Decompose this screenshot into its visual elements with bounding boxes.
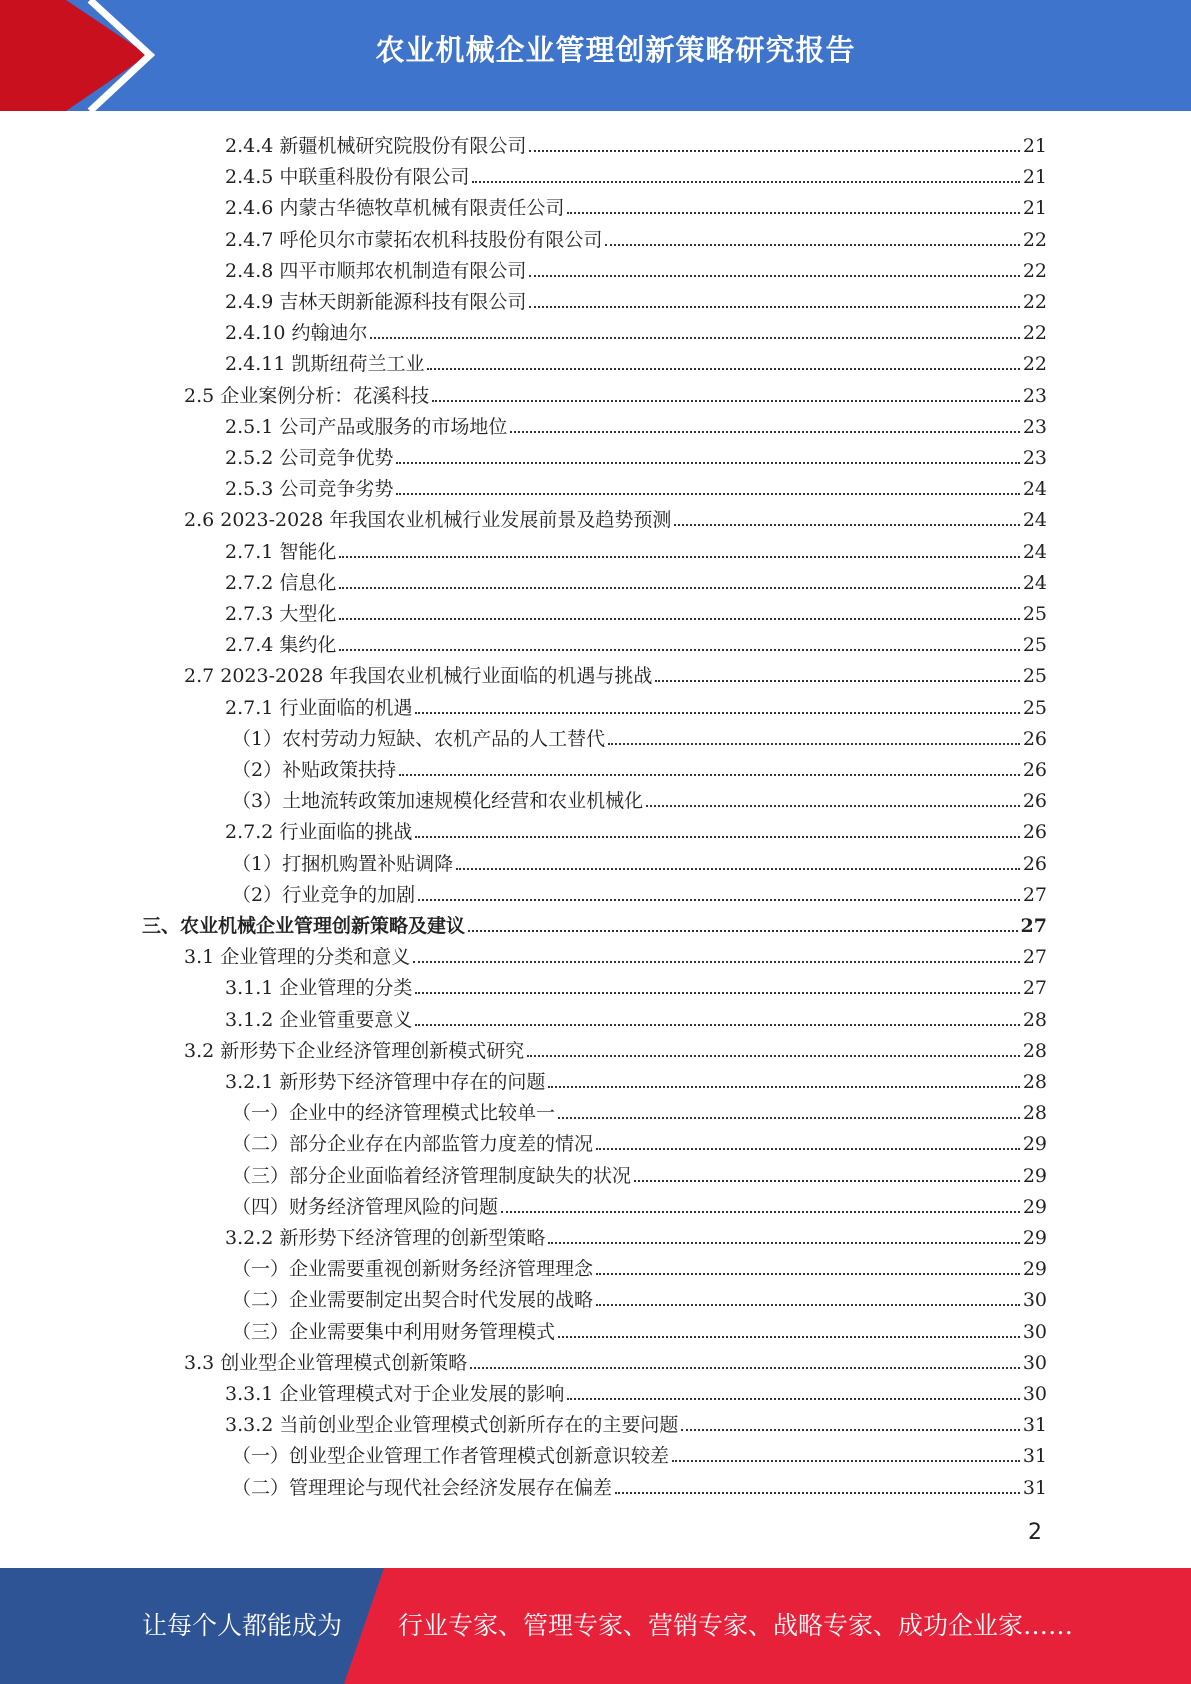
page-number: 2 — [1028, 1520, 1042, 1545]
toc-entry-page: 31 — [1022, 1445, 1047, 1468]
toc-entry-page: 30 — [1022, 1351, 1047, 1374]
toc-dot-leader — [339, 618, 1019, 620]
toc-entry-label: 三、农业机械企业管理创新策略及建议 — [142, 915, 466, 937]
toc-dot-leader — [608, 743, 1020, 745]
toc-entry-page: 29 — [1022, 1258, 1047, 1281]
toc-dot-leader — [399, 774, 1020, 776]
toc-entry-page: 23 — [1022, 447, 1047, 469]
toc-entry-label: 3.3 创业型企业管理模式创新策略 — [184, 1351, 468, 1374]
toc-dot-leader — [567, 1398, 1019, 1400]
toc-entry-label: 3.2.2 新形势下经济管理的创新型策略 — [225, 1227, 546, 1249]
toc-entry[interactable] — [184, 1343, 1047, 1374]
toc-entry[interactable] — [225, 1000, 1047, 1031]
toc-dot-leader — [548, 1086, 1019, 1088]
toc-entry[interactable] — [142, 906, 1047, 937]
toc-entry-label: 2.7.2 信息化 — [225, 571, 337, 594]
toc-entry[interactable] — [225, 126, 1047, 157]
toc-entry-label: 2.7.1 行业面临的机遇 — [225, 696, 413, 719]
toc-entry[interactable] — [225, 188, 1047, 219]
toc-dot-leader — [674, 524, 1019, 526]
toc-dot-leader — [646, 805, 1020, 807]
toc-entry-page: 25 — [1022, 696, 1047, 719]
toc-entry-label: 2.4.7 呼伦贝尔市蒙拓农机科技股份有限公司 — [225, 228, 603, 251]
toc-entry-page: 25 — [1022, 603, 1047, 625]
toc-dot-leader — [634, 1180, 1020, 1182]
toc-entry[interactable] — [225, 220, 1047, 251]
toc-entry-page: 21 — [1022, 135, 1047, 157]
toc-entry-label: （一）企业中的经济管理模式比较单一 — [232, 1102, 556, 1125]
toc-entry[interactable] — [225, 968, 1047, 999]
toc-entry-label: 2.4.9 吉林天朗新能源科技有限公司 — [225, 291, 527, 313]
toc-dot-leader — [415, 836, 1019, 838]
toc-entry-label: 2.5.2 公司竞争优势 — [225, 447, 394, 469]
toc-entry[interactable] — [232, 844, 1047, 875]
toc-entry-page: 29 — [1022, 1133, 1047, 1156]
toc-dot-leader — [370, 337, 1019, 339]
toc-entry-page: 21 — [1022, 166, 1047, 189]
toc-entry[interactable] — [184, 1031, 1047, 1062]
toc-entry-label: 2.5 企业案例分析：花溪科技 — [184, 384, 430, 407]
toc-entry-label: （二）管理理论与现代社会经济发展存在偏差 — [232, 1476, 613, 1499]
toc-entry-label: 2.7.3 大型化 — [225, 603, 337, 625]
toc-entry[interactable] — [184, 376, 1047, 407]
toc-entry-label: （一）企业需要重视创新财务经济管理理念 — [232, 1258, 594, 1281]
toc-dot-leader — [681, 1429, 1019, 1431]
toc-entry-label: 3.1 企业管理的分类和意义 — [184, 946, 411, 969]
toc-entry-page: 23 — [1022, 384, 1047, 407]
toc-dot-leader — [529, 150, 1019, 152]
toc-entry-label: 2.7.1 智能化 — [225, 540, 337, 563]
toc-dot-leader — [339, 649, 1019, 651]
toc-entry-page: 23 — [1022, 415, 1047, 438]
toc-dot-leader — [432, 400, 1020, 402]
toc-dot-leader — [548, 1242, 1019, 1244]
toc-dot-leader — [529, 275, 1019, 277]
toc-entry-page: 28 — [1022, 1039, 1047, 1062]
toc-entry-page: 27 — [1020, 915, 1047, 937]
toc-dot-leader — [501, 1211, 1020, 1213]
toc-entry-label: （二）企业需要制定出契合时代发展的战略 — [232, 1289, 594, 1312]
toc-entry-label: 2.4.10 约翰迪尔 — [225, 322, 368, 345]
toc-entry-label: 2.6 2023-2028 年我国农业机械行业发展前景及趋势预测 — [184, 509, 672, 532]
toc-entry[interactable] — [225, 1374, 1047, 1405]
toc-dot-leader — [596, 1304, 1020, 1306]
toc-entry[interactable] — [225, 625, 1047, 656]
toc-dot-leader — [558, 1336, 1020, 1338]
toc-entry[interactable] — [225, 1062, 1047, 1093]
page-header — [0, 0, 1191, 111]
toc-entry-label: （四）财务经济管理风险的问题 — [232, 1195, 499, 1218]
toc-entry-page: 28 — [1022, 1102, 1047, 1125]
toc-entry[interactable] — [225, 563, 1047, 594]
toc-entry-page: 28 — [1022, 1008, 1047, 1031]
toc-entry-label: 2.4.6 内蒙古华德牧草机械有限责任公司 — [225, 197, 565, 220]
toc-entry[interactable] — [184, 656, 1047, 687]
toc-entry-page: 29 — [1022, 1227, 1047, 1249]
toc-dot-leader — [558, 1117, 1020, 1119]
toc-entry-page: 25 — [1022, 665, 1047, 688]
toc-entry-page: 30 — [1022, 1289, 1047, 1312]
toc-entry-label: 3.1.2 企业管重要意义 — [225, 1008, 413, 1031]
footer-slogan-left: 让每个人都能成为 — [142, 1611, 343, 1640]
toc-entry-page: 27 — [1022, 946, 1047, 969]
toc-entry-label: 2.4.11 凯斯纽荷兰工业 — [225, 353, 425, 376]
toc-entry-label: （二）部分企业存在内部监管力度差的情况 — [232, 1133, 594, 1156]
toc-entry[interactable] — [225, 438, 1047, 469]
toc-dot-leader — [415, 712, 1019, 714]
toc-entry-label: （1）打捆机购置补贴调降 — [232, 852, 454, 875]
toc-entry-label: 3.1.1 企业管理的分类 — [225, 977, 413, 1000]
toc-dot-leader — [415, 992, 1019, 994]
toc-entry-label: （三）企业需要集中利用财务管理模式 — [232, 1320, 556, 1343]
toc-entry-label: 3.2 新形势下企业经济管理创新模式研究 — [184, 1039, 525, 1062]
toc-entry-page: 30 — [1022, 1383, 1047, 1405]
toc-entry-label: 3.3.2 当前创业型企业管理模式创新所存在的主要问题 — [225, 1414, 679, 1437]
toc-entry[interactable] — [184, 500, 1047, 531]
toc-entry[interactable] — [232, 1280, 1047, 1311]
toc-dot-leader — [605, 244, 1019, 246]
toc-entry-label: 2.7 2023-2028 年我国农业机械行业面临的机遇与挑战 — [184, 665, 653, 688]
toc-entry[interactable] — [225, 282, 1047, 313]
toc-entry[interactable] — [225, 157, 1047, 188]
toc-entry-page: 22 — [1022, 353, 1047, 376]
toc-entry-label: 2.4.4 新疆机械研究院股份有限公司 — [225, 135, 527, 157]
toc-dot-leader — [396, 493, 1019, 495]
toc-dot-leader — [596, 1273, 1020, 1275]
toc-entry-label: （2）行业竞争的加剧 — [232, 883, 416, 906]
toc-dot-leader — [468, 930, 1018, 932]
toc-entry-page: 29 — [1022, 1195, 1047, 1218]
report-title: 农业机械企业管理创新策略研究报告 — [375, 33, 856, 67]
toc-entry-label: 2.7.2 行业面临的挑战 — [225, 821, 413, 844]
footer-slogan-right: 行业专家、管理专家、营销专家、战略专家、成功企业家…… — [398, 1611, 1074, 1640]
toc-dot-leader — [470, 1367, 1020, 1369]
toc-dot-leader — [510, 431, 1019, 433]
page-footer — [0, 1568, 1191, 1684]
toc-entry-label: 2.7.4 集约化 — [225, 634, 337, 657]
toc-entry-page: 26 — [1022, 821, 1047, 844]
toc-dot-leader — [456, 868, 1020, 870]
toc-entry-label: 2.5.1 公司产品或服务的市场地位 — [225, 415, 508, 438]
toc-entry-label: （三）部分企业面临着经济管理制度缺失的状况 — [232, 1164, 632, 1187]
toc-entry-page: 27 — [1022, 883, 1047, 906]
toc-entry-page: 27 — [1022, 977, 1047, 1000]
toc-entry-label: （3）土地流转政策加速规模化经营和农业机械化 — [232, 790, 644, 813]
toc-entry[interactable] — [232, 1436, 1047, 1467]
toc-entry[interactable] — [232, 1187, 1047, 1218]
toc-dot-leader — [415, 1024, 1019, 1026]
toc-entry[interactable] — [225, 812, 1047, 843]
toc-entry-label: 2.5.3 公司竞争劣势 — [225, 478, 394, 501]
toc-entry[interactable] — [232, 1156, 1047, 1187]
toc-entry-page: 22 — [1022, 322, 1047, 345]
toc-dot-leader — [427, 368, 1019, 370]
toc-dot-leader — [596, 1148, 1020, 1150]
toc-entry-page: 31 — [1022, 1414, 1047, 1437]
toc-entry-label: （1）农村劳动力短缺、农机产品的人工替代 — [232, 727, 606, 750]
toc-entry[interactable] — [232, 1249, 1047, 1280]
toc-entry[interactable] — [232, 875, 1047, 906]
toc-entry[interactable] — [232, 1124, 1047, 1155]
toc-entry[interactable] — [225, 344, 1047, 375]
toc-entry-label: 2.4.5 中联重科股份有限公司 — [225, 166, 470, 189]
toc-entry[interactable] — [225, 469, 1047, 500]
toc-entry-label: 3.3.1 企业管理模式对于企业发展的影响 — [225, 1383, 565, 1405]
toc-dot-leader — [339, 556, 1019, 558]
toc-entry-label: 3.2.1 新形势下经济管理中存在的问题 — [225, 1071, 546, 1093]
toc-entry[interactable] — [232, 1093, 1047, 1124]
toc-entry[interactable] — [225, 532, 1047, 563]
toc-dot-leader — [418, 899, 1020, 901]
toc-entry-label: （一）创业型企业管理工作者管理模式创新意识较差 — [232, 1445, 670, 1468]
toc-entry-page: 31 — [1022, 1476, 1047, 1499]
toc-dot-leader — [672, 1460, 1020, 1462]
toc-entry-page: 26 — [1022, 727, 1047, 750]
toc-entry-page: 26 — [1022, 852, 1047, 875]
toc-entry-page: 22 — [1022, 291, 1047, 313]
toc-dot-leader — [339, 587, 1019, 589]
toc-entry[interactable] — [232, 781, 1047, 812]
toc-entry[interactable] — [225, 1218, 1047, 1249]
toc-entry[interactable] — [184, 937, 1047, 968]
toc-entry[interactable] — [232, 1468, 1047, 1499]
toc-dot-leader — [396, 462, 1019, 464]
toc-dot-leader — [413, 961, 1020, 963]
toc-dot-leader — [567, 212, 1019, 214]
toc-entry-page: 25 — [1022, 634, 1047, 657]
toc-entry-page: 22 — [1022, 259, 1047, 282]
toc-dot-leader — [615, 1492, 1020, 1494]
toc-dot-leader — [472, 181, 1019, 183]
toc-entry[interactable] — [232, 750, 1047, 781]
toc-entry[interactable] — [225, 688, 1047, 719]
toc-entry-page: 26 — [1022, 790, 1047, 813]
toc-entry-page: 24 — [1022, 509, 1047, 532]
toc-entry-label: 2.4.8 四平市顺邦农机制造有限公司 — [225, 259, 527, 282]
toc-entry[interactable] — [225, 251, 1047, 282]
toc-dot-leader — [529, 306, 1019, 308]
toc-entry[interactable] — [225, 1405, 1047, 1436]
toc-entry-page: 24 — [1022, 571, 1047, 594]
toc-entry-page: 24 — [1022, 540, 1047, 563]
toc-entry-page: 24 — [1022, 478, 1047, 501]
toc-entry[interactable] — [232, 719, 1047, 750]
toc-entry-page: 21 — [1022, 197, 1047, 220]
toc-entry[interactable] — [225, 313, 1047, 344]
toc-dot-leader — [527, 1055, 1020, 1057]
toc-entry-page: 29 — [1022, 1164, 1047, 1187]
toc-entry-page: 26 — [1022, 759, 1047, 781]
toc-entry-label: （2）补贴政策扶持 — [232, 759, 397, 781]
toc-entry[interactable] — [225, 594, 1047, 625]
toc-entry-page: 30 — [1022, 1320, 1047, 1343]
toc-entry-page: 28 — [1022, 1071, 1047, 1093]
toc-entry-page: 22 — [1022, 228, 1047, 251]
toc-entry[interactable] — [232, 1312, 1047, 1343]
toc-entry[interactable] — [225, 407, 1047, 438]
toc-dot-leader — [655, 680, 1019, 682]
